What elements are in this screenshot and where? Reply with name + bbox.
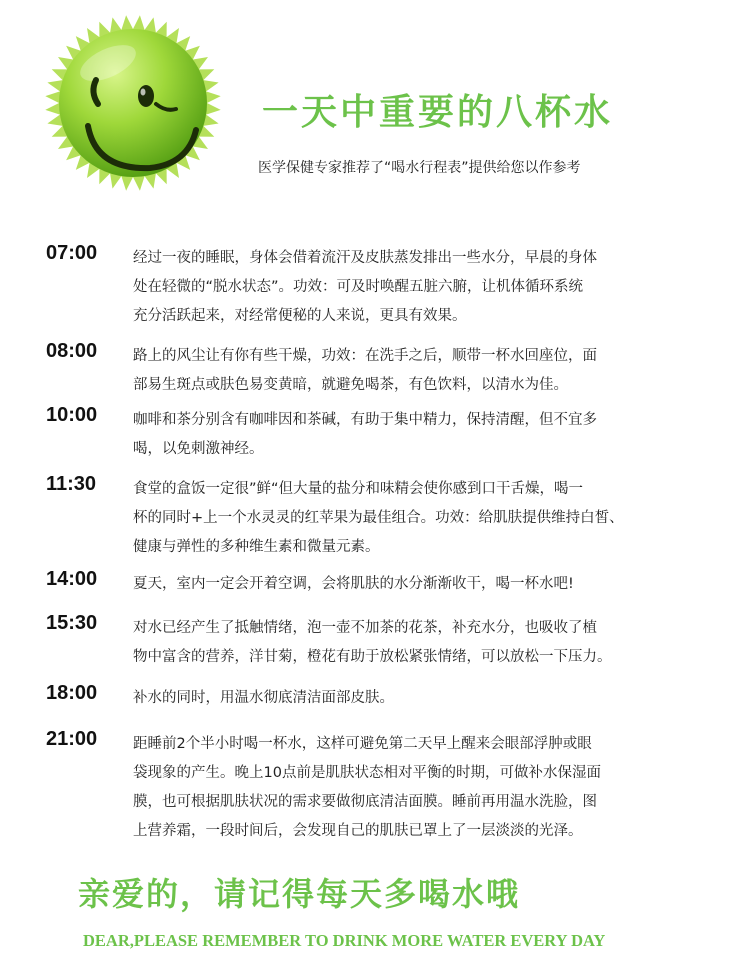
description-line: 杯的同时+上一个水灵灵的红苹果为最佳组合。功效：给肌肤提供维持白皙、: [133, 510, 624, 526]
smiling-sun-icon: [38, 8, 228, 198]
schedule-time: 10:00: [46, 404, 98, 426]
page-subtitle: 医学保健专家推荐了“喝水行程表”提供给您以作参考: [258, 160, 581, 176]
description-line: 补水的同时，用温水彻底清洁面部皮肤。: [133, 690, 394, 706]
schedule-time: 21:00: [46, 728, 98, 750]
schedule-time: 11:30: [46, 473, 97, 495]
schedule-time: 08:00: [46, 340, 98, 362]
schedule-description: [133, 614, 733, 672]
schedule-description: [133, 406, 733, 464]
schedule-description: [133, 730, 733, 846]
description-line: 路上的风尘让有你有些干燥，功效：在洗手之后，顺带一杯水回座位，面: [133, 348, 597, 364]
schedule-description: [133, 342, 733, 400]
schedule-time: 15:30: [46, 612, 98, 634]
schedule-time: 18:00: [46, 682, 98, 704]
schedule-time: 07:00: [46, 242, 98, 264]
description-line: 食堂的盒饭一定很”鲜“但大量的盐分和味精会使你感到口干舌燥，喝一: [133, 481, 584, 497]
description-line: 上营养霜，一段时间后，会发现自己的肌肤已罩上了一层淡淡的光泽。: [133, 823, 583, 839]
schedule-description: [133, 684, 733, 713]
description-line: 夏天，室内一定会开着空调，会将肌肤的水分渐渐收干，喝一杯水吧!: [133, 576, 574, 592]
description-line: 对水已经产生了抵触情绪，泡一壶不加茶的花茶，补充水分，也吸收了植: [133, 620, 597, 636]
description-line: 部易生斑点或肤色易变黄暗，就避免喝茶，有色饮料，以清水为佳。: [133, 377, 568, 393]
schedule-description: [133, 570, 733, 599]
page-title: 一天中重要的八杯水: [262, 91, 614, 133]
description-line: 距睡前2个半小时喝一杯水，这样可避免第二天早上醒来会眼部浮肿或眼: [133, 736, 592, 752]
description-line: 袋现象的产生。晚上10点前是肌肤状态相对平衡的时期，可做补水保湿面: [133, 765, 601, 781]
closing-message: 亲爱的，请记得每天多喝水哦: [78, 875, 521, 913]
closing-message-english: DEAR,PLEASE REMEMBER TO DRINK MORE WATER EVERY DAY: [83, 931, 606, 950]
description-line: 处在轻微的“脱水状态”。功效：可及时唤醒五脏六腑，让机体循环系统: [133, 279, 584, 295]
schedule-time: 14:00: [46, 568, 98, 590]
schedule-description: [133, 475, 733, 562]
description-line: 经过一夜的睡眠，身体会借着流汗及皮肤蒸发排出一些水分，早晨的身体: [133, 250, 597, 266]
description-line: 充分活跃起来，对经常便秘的人来说，更具有效果。: [133, 308, 467, 324]
description-line: 膜，也可根据肌肤状况的需求要做彻底清洁面膜。睡前再用温水洗脸，图: [133, 794, 597, 810]
description-line: 健康与弹性的多种维生素和微量元素。: [133, 539, 380, 555]
description-line: 咖啡和茶分别含有咖啡因和茶碱，有助于集中精力，保持清醒，但不宜多: [133, 412, 597, 428]
description-line: 物中富含的营养，洋甘菊，橙花有助于放松紧张情绪，可以放松一下压力。: [133, 649, 612, 665]
schedule-description: [133, 244, 733, 331]
description-line: 喝，以免刺激神经。: [133, 441, 264, 457]
